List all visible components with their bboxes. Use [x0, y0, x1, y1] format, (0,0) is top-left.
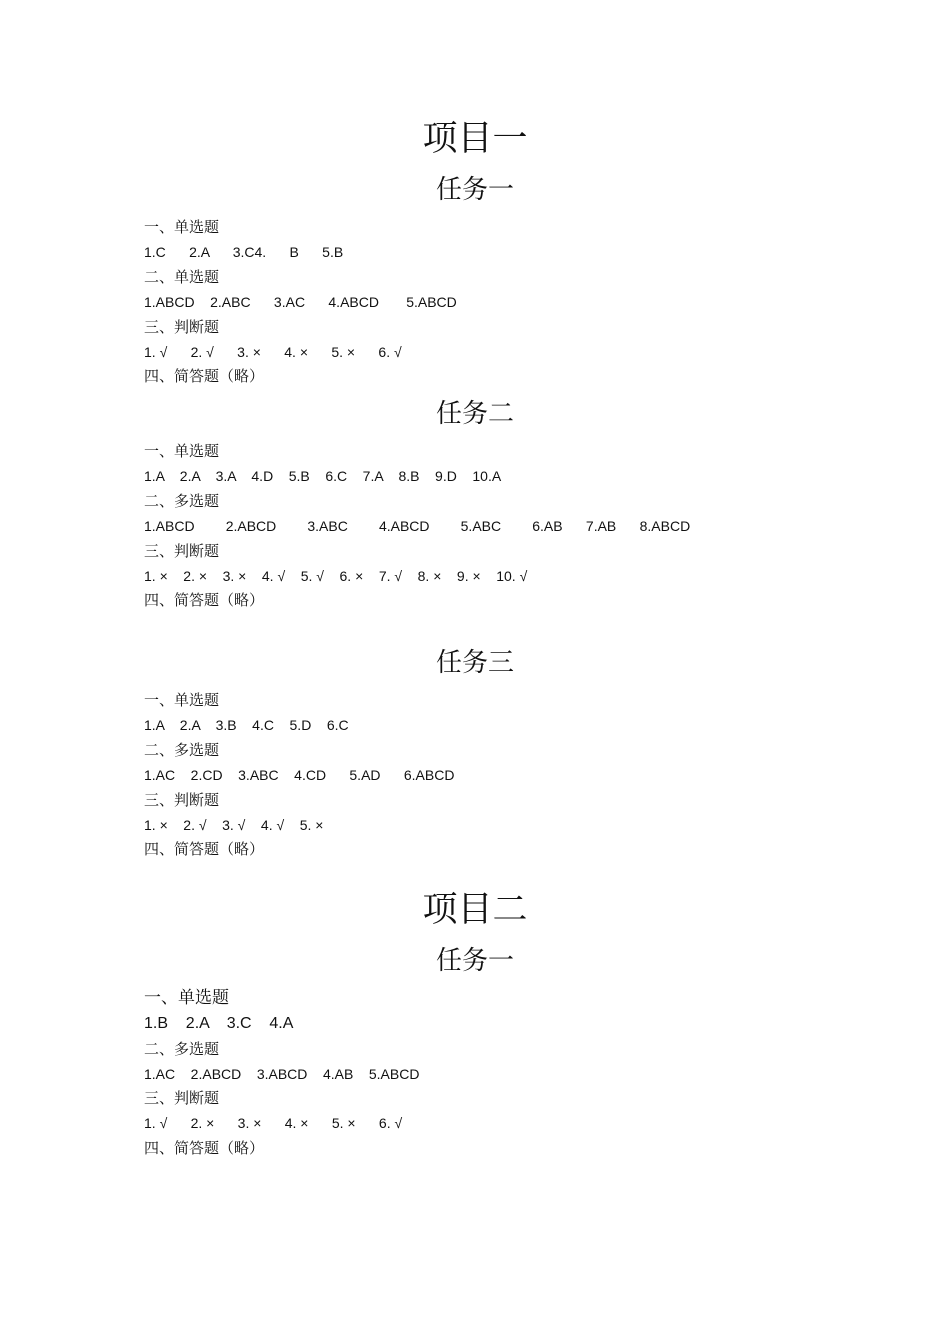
- p2t1-section-3-answers: 1. √ 2. × 3. × 4. × 5. × 6. √: [144, 1115, 403, 1131]
- p2t1-section-1-heading: 一、单选题: [144, 988, 229, 1008]
- p1t2-section-4-heading: 四、简答题（略）: [144, 591, 265, 609]
- p1-task-3-title: 任务三: [435, 648, 514, 678]
- p1t3-section-2-heading: 二、多选题: [144, 741, 220, 759]
- project-1-title: 项目一: [422, 119, 528, 159]
- p1t3-section-4-heading: 四、简答题（略）: [144, 840, 265, 858]
- p1-task-1-title: 任务一: [435, 175, 514, 205]
- p1t1-section-3-heading: 三、判断题: [144, 318, 220, 336]
- p1t1-section-4-heading: 四、简答题（略）: [144, 367, 265, 385]
- p1t2-section-3-answers: 1. × 2. × 3. × 4. √ 5. √ 6. × 7. √ 8. × 9. × 10. √: [144, 568, 528, 584]
- p1t3-section-2-answers: 1.AC 2.CD 3.ABC 4.CD 5.AD 6.ABCD: [144, 767, 455, 783]
- p2t1-section-1-answers: 1.B 2.A 3.C 4.A: [144, 1015, 294, 1032]
- p1t2-section-2-heading: 二、多选题: [144, 492, 220, 510]
- p1t3-section-3-answers: 1. × 2. √ 3. √ 4. √ 5. ×: [144, 817, 324, 833]
- p1t3-section-1-heading: 一、单选题: [144, 691, 220, 709]
- p2t1-section-2-answers: 1.AC 2.ABCD 3.ABCD 4.AB 5.ABCD: [144, 1066, 420, 1082]
- p2t1-section-3-heading: 三、判断题: [144, 1089, 220, 1107]
- p1t1-section-1-answers: 1.C 2.A 3.C4. B 5.B: [144, 244, 344, 260]
- p2t1-section-2-heading: 二、多选题: [144, 1040, 220, 1058]
- p1t1-section-2-heading: 二、单选题: [144, 268, 220, 286]
- p2-task-1-title: 任务一: [435, 946, 514, 976]
- p1t1-section-1-heading: 一、单选题: [144, 218, 220, 236]
- project-2-title: 项目二: [422, 890, 528, 930]
- p1-task-2-title: 任务二: [435, 399, 514, 429]
- p1t3-section-3-heading: 三、判断题: [144, 791, 220, 809]
- p1t3-section-1-answers: 1.A 2.A 3.B 4.C 5.D 6.C: [144, 717, 349, 733]
- p1t2-section-3-heading: 三、判断题: [144, 542, 220, 560]
- p1t2-section-1-answers: 1.A 2.A 3.A 4.D 5.B 6.C 7.A 8.B 9.D 10.A: [144, 468, 502, 484]
- p2t1-section-4-heading: 四、简答题（略）: [144, 1139, 265, 1157]
- p1t2-section-1-heading: 一、单选题: [144, 442, 220, 460]
- p1t1-section-2-answers: 1.ABCD 2.ABC 3.AC 4.ABCD 5.ABCD: [144, 294, 457, 310]
- p1t2-section-2-answers: 1.ABCD 2.ABCD 3.ABC 4.ABCD 5.ABC 6.AB 7.AB 8.ABCD: [144, 518, 691, 534]
- p1t1-section-3-answers: 1. √ 2. √ 3. × 4. × 5. × 6. √: [144, 344, 402, 360]
